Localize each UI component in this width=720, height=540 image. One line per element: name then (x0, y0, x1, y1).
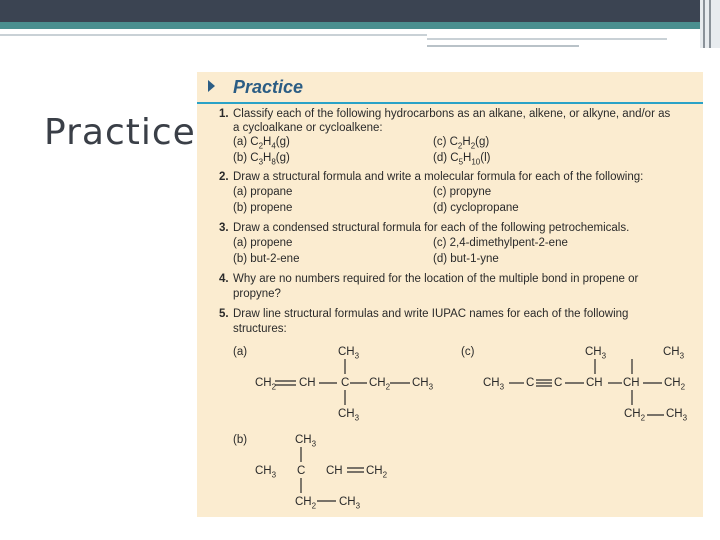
struct-a-c (341, 377, 349, 389)
struct-a-bottom-ch3 (338, 408, 359, 422)
struct-b-bottom2-text: $CH_3$ (339, 496, 361, 511)
struct-a-ch (299, 377, 316, 389)
q3-option-d: (d) but-1-yne (433, 253, 499, 265)
divider-line (427, 45, 579, 47)
struct-b-right (366, 465, 387, 479)
struct-b-ch (326, 465, 343, 477)
struct-a-ch3-text: $CH_3$ (412, 377, 434, 392)
struct-b-ch-text: CH (326, 465, 343, 477)
q5-number: 5. (219, 308, 229, 320)
struct-c-c1-text: C (526, 377, 535, 389)
q1-number: 1. (219, 108, 229, 120)
struct-a-ch3 (412, 377, 433, 391)
struct-c-ch2end (664, 377, 685, 391)
divider-line (0, 34, 427, 36)
q5-text-line1: Draw line structural formulas and write IUPAC names for each of the following (233, 308, 629, 320)
struct-c-c2-text: C (554, 377, 563, 389)
q1-option-d: (d) $C_5H_{10}(l)$ (433, 152, 491, 167)
q2-option-d: (d) cyclopropane (433, 202, 519, 214)
struct-c-ch2 (623, 377, 640, 389)
struct-c-bottom1 (624, 408, 645, 422)
struct-c-top1-text: $CH_3$ (585, 346, 607, 361)
q4-number: 4. (219, 273, 229, 285)
q2-option-a: (a) propane (233, 186, 293, 198)
struct-c-ch1 (586, 377, 603, 389)
struct-c-ch3-text: $CH_3$ (483, 377, 505, 392)
struct-c-ch2-text: CH (623, 377, 640, 389)
top-bar (0, 0, 720, 22)
q3-option-c: (c) 2,4-dimethylpent-2-ene (433, 237, 568, 249)
struct-b-c (297, 465, 305, 477)
divider-line (427, 38, 667, 40)
struct-b-right-text: $CH_2$ (366, 465, 388, 480)
struct-a-ch2b (369, 377, 390, 391)
q3-text: Draw a condensed structural formula for each of the following petrochemicals. (233, 222, 630, 234)
q2-number: 2. (219, 171, 229, 183)
struct-b-top-text: $CH_3$ (295, 434, 317, 449)
q3-option-a: (a) propene (233, 237, 293, 249)
practice-panel (197, 72, 703, 517)
q2-option-b: (b) propene (233, 202, 293, 214)
q1-text-line1: Classify each of the following hydrocarbons as an alkane, alkene, or alkyne, and/or as (233, 108, 671, 120)
q1-option-b: (b) $C_3H_8(g)$ (233, 152, 290, 167)
q5-text-line2: structures: (233, 323, 287, 335)
struct-a-c-text: C (341, 377, 350, 389)
q5-label-a: (a) (233, 346, 248, 358)
q5-label-c: (c) (461, 346, 475, 358)
struct-a-ch-text: CH (299, 377, 316, 389)
panel-heading: Practice (233, 77, 304, 97)
struct-b-top (295, 434, 316, 448)
slide-title: Practice (44, 112, 196, 153)
struct-b-bottom1-text: $CH_2$ (295, 496, 317, 511)
q3-number: 3. (219, 222, 229, 234)
struct-c-bottom1-text: $CH_2$ (624, 408, 646, 423)
q2-text: Draw a structural formula and write a molecular formula for each of the following: (233, 171, 644, 183)
struct-c-top2-text: $CH_3$ (663, 346, 685, 361)
q1-text-line2: a cycloalkane or cycloalkene: (233, 122, 383, 134)
struct-c-ch1-text: CH (586, 377, 603, 389)
q1-option-a: (a) $C_2H_4(g)$ (233, 136, 290, 151)
q3-option-b: (b) but-2-ene (233, 253, 300, 265)
decor-line (709, 0, 711, 48)
struct-c-c1 (526, 377, 534, 389)
struct-b-left (255, 465, 276, 479)
struct-b-bottom1 (295, 496, 316, 510)
struct-b-c-text: C (297, 465, 306, 477)
struct-a-ch2b-text: $CH_2$ (369, 377, 391, 392)
struct-c-c2 (554, 377, 562, 389)
struct-b-bottom2 (339, 496, 360, 510)
struct-a-top-ch3-text: $CH_3$ (338, 346, 360, 361)
q1-option-c: (c) $C_2H_2(g)$ (433, 136, 490, 151)
top-accent-bar (0, 22, 700, 29)
struct-c-ch2end-text: $CH_2$ (664, 377, 686, 392)
q5-label-b: (b) (233, 434, 248, 446)
top-right-decoration (700, 0, 720, 48)
bond-lines (197, 72, 703, 517)
struct-c-top1 (585, 346, 606, 360)
struct-b-left-text: $CH_3$ (255, 465, 277, 480)
struct-c-bottom2-text: $CH_3$ (666, 408, 688, 423)
q4-text-line2: propyne? (233, 288, 281, 300)
q2-option-c: (c) propyne (433, 186, 492, 198)
q4-text-line1: Why are no numbers required for the location of the multiple bond in propene or (233, 273, 639, 285)
struct-a-ch2 (255, 377, 276, 391)
struct-a-bottom-ch3-text: $CH_3$ (338, 408, 360, 423)
struct-c-ch3 (483, 377, 504, 391)
struct-c-bottom2 (666, 408, 687, 422)
struct-c-top2 (663, 346, 684, 360)
struct-a-top-ch3 (338, 346, 359, 360)
struct-a-ch2-text: $CH_2$ (255, 377, 277, 392)
decor-line (703, 0, 705, 48)
